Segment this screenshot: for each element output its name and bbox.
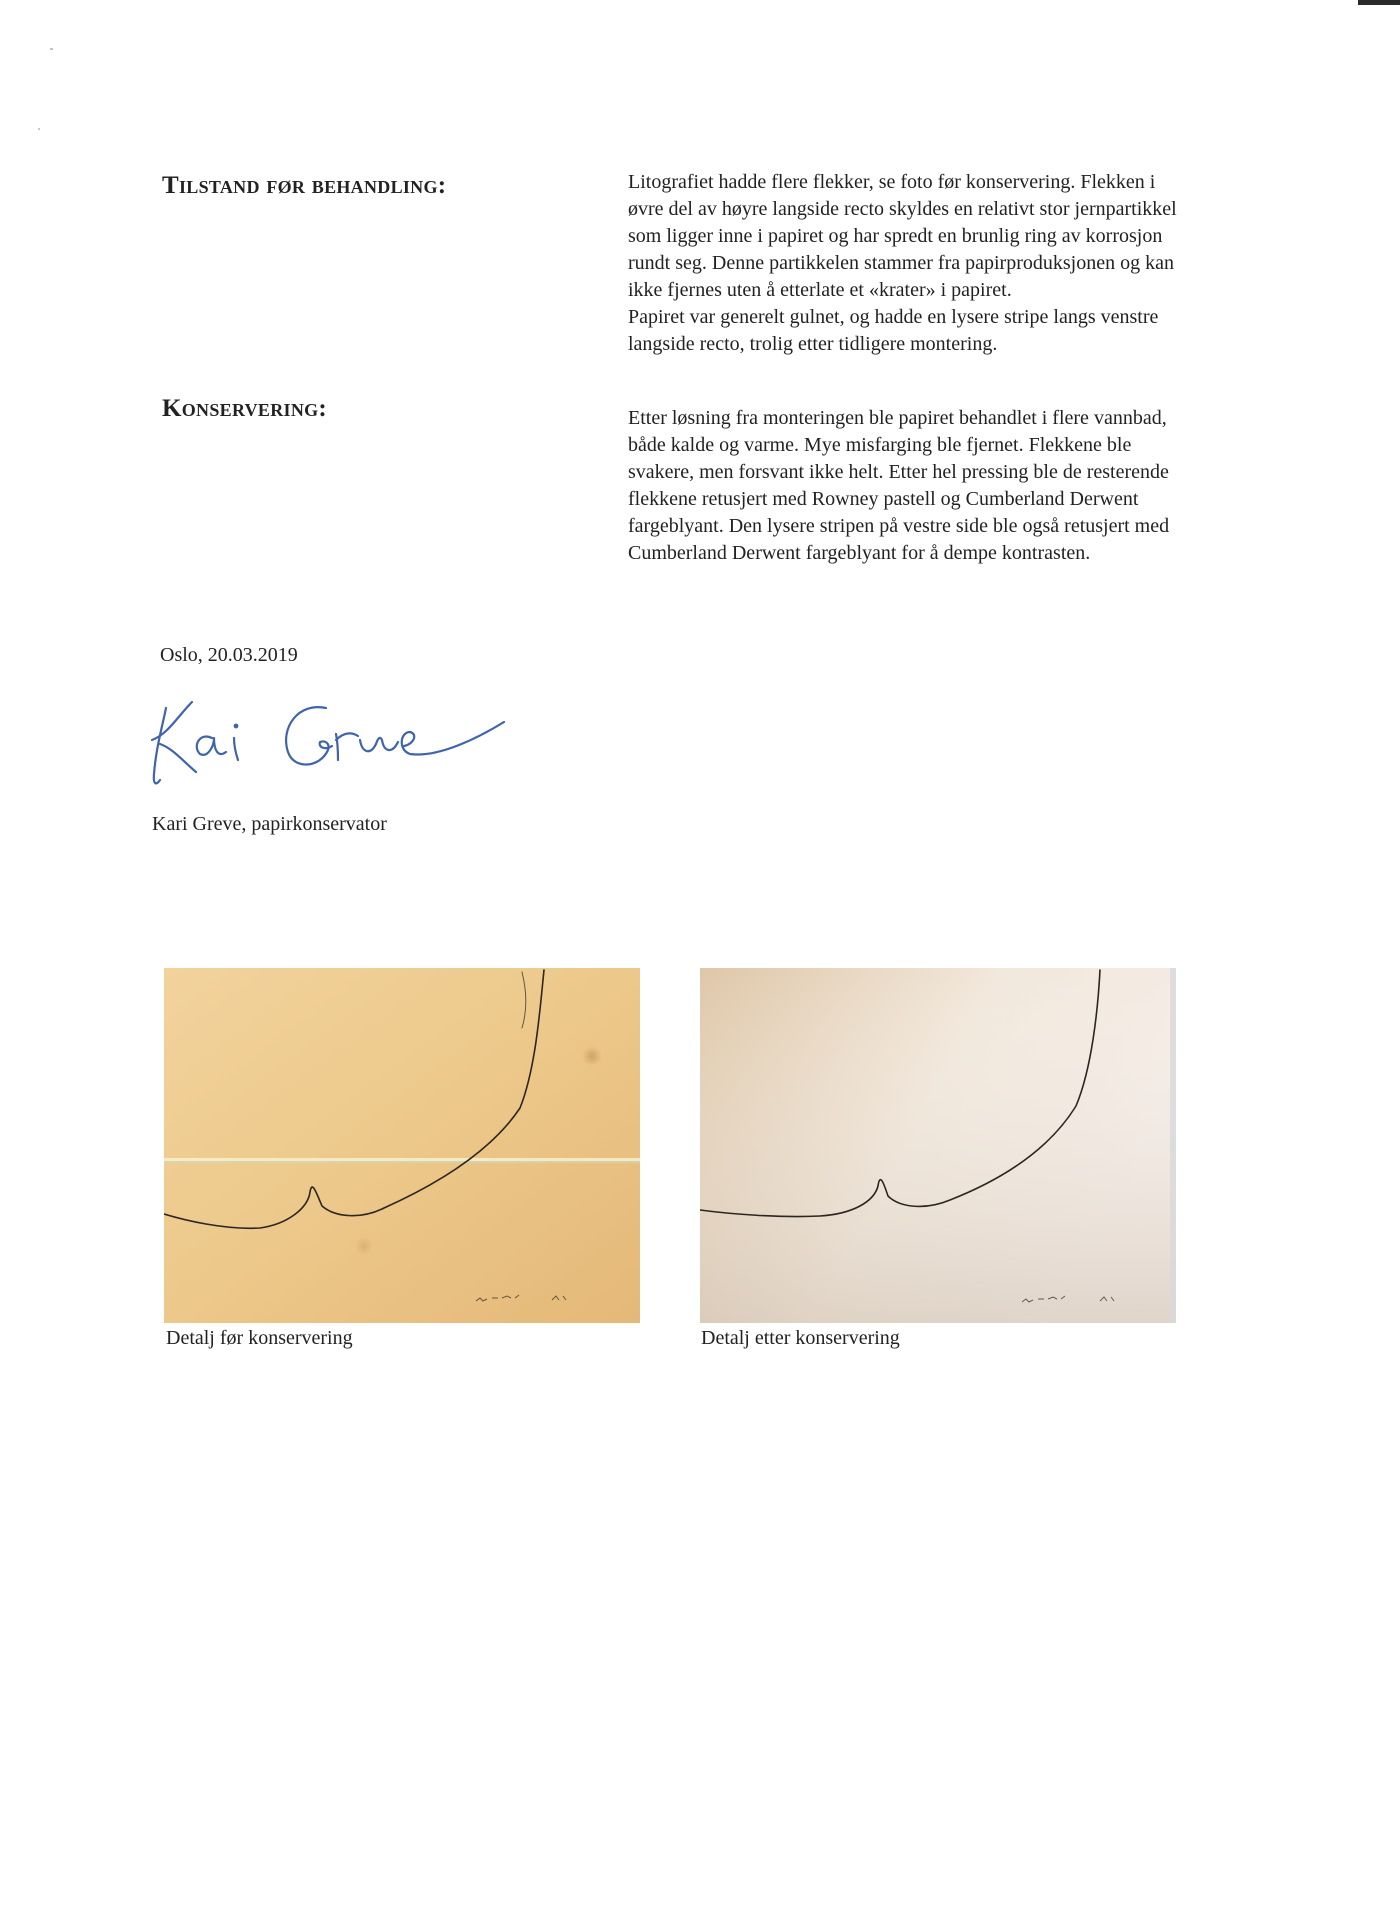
conservation-heading: Konservering: bbox=[162, 395, 328, 422]
signer-name: Kari Greve, papirkonservator bbox=[152, 813, 387, 835]
signature bbox=[148, 688, 508, 798]
photo-before-conservation bbox=[164, 968, 640, 1323]
conditions-heading: Tilstand før behandling: bbox=[162, 172, 447, 199]
scan-speck bbox=[50, 48, 53, 50]
photo-after-conservation bbox=[700, 968, 1176, 1323]
conditions-paragraph: Papiret var generelt gulnet, og hadde en lysere stripe langs venstre langside recto, trolig etter tidligere montering. bbox=[628, 306, 1159, 355]
conservation-paragraph: Etter løsning fra monteringen ble papiret behandlet i flere vannbad, både kalde og varme. Mye misfarging ble fjernet. Flekkene ble svakere, men forsvant ikke helt. Etter hel pressing ble de resterende flekkene retusjert med Rowney pastell og Cumberland Derwent fargeblyant. Den lysere stripen på vestre side ble også retusjert med Cumberland Derwent fargeblyant for å dempe kontrasten. bbox=[628, 407, 1170, 564]
conservation-text bbox=[628, 405, 1188, 567]
scan-speck bbox=[38, 128, 40, 130]
caption-before: Detalj før konservering bbox=[166, 1327, 353, 1349]
date-line: Oslo, 20.03.2019 bbox=[160, 644, 298, 666]
conditions-text bbox=[628, 169, 1188, 358]
conditions-paragraph: Litografiet hadde flere flekker, se foto før konservering. Flekken i øvre del av høyre langside recto skyldes en relativt stor jernpartikkel som ligger inne i papiret og har spredt en brunlig ring av korrosjon rundt seg. Denne partikkelen stammer fra papirproduksjonen og kan ikke fjernes uten å etterlate et «krater» i papiret. bbox=[628, 171, 1177, 301]
scan-edge-mark bbox=[1358, 0, 1400, 5]
caption-after: Detalj etter konservering bbox=[701, 1327, 900, 1349]
